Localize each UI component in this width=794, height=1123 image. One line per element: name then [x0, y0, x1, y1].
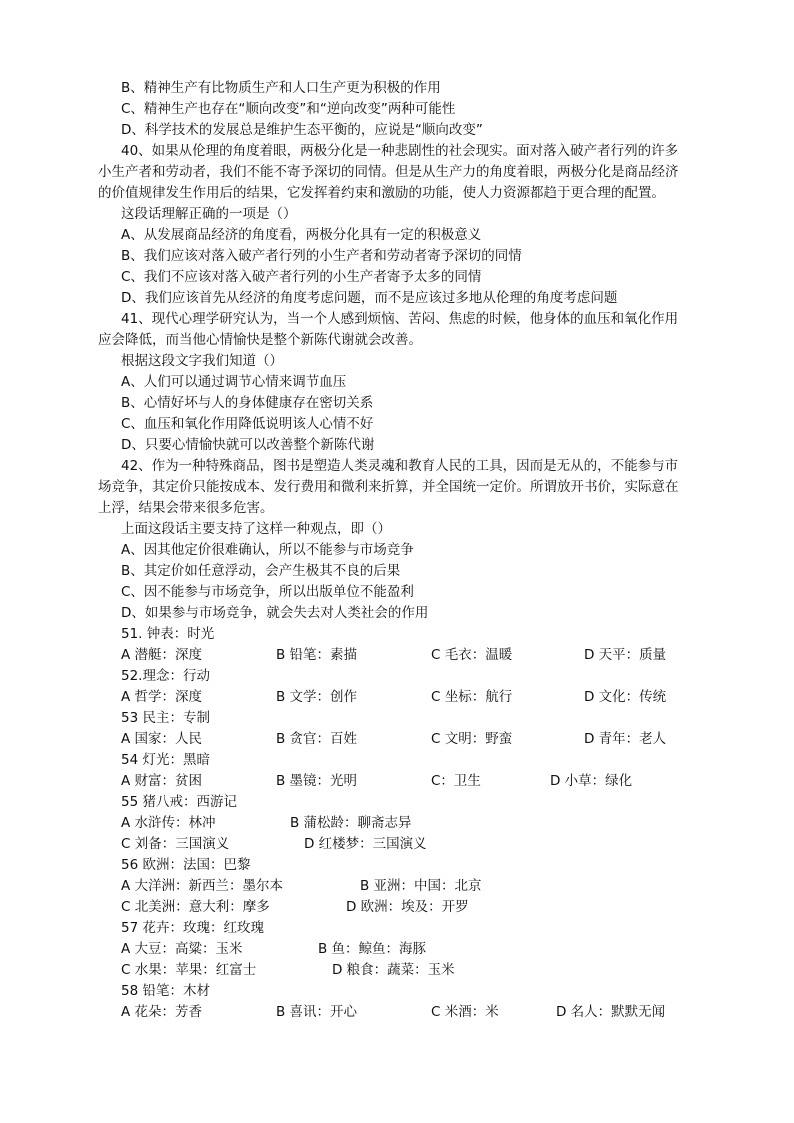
- q40-option-c: C、我们不应该对落入破产者行列的小生产者寄予太多的同情: [121, 269, 482, 285]
- q41-prompt: 根据这段文字我们知道（）: [121, 353, 283, 369]
- q57-stem: 57 花卉：玫瑰：红玫瑰: [121, 920, 264, 936]
- q53-option-a: A 国家：人民: [121, 731, 203, 747]
- q41-option-c: C、血压和氧化作用降低说明该人心情不好: [121, 416, 374, 432]
- q42-stem-line-3: 上浮，结果会带来很多危害。: [98, 500, 274, 516]
- q54-stem: 54 灯光：黑暗: [121, 752, 210, 768]
- q41-option-b: B、心情好坏与人的身体健康存在密切关系: [121, 395, 374, 411]
- q57-option-b: B 鱼：鲸鱼：海豚: [318, 941, 427, 957]
- q58-option-b: B 喜讯：开心: [276, 1004, 358, 1020]
- q57-option-c: C 水果：苹果：红富士: [121, 962, 257, 978]
- q40-option-d: D、我们应该首先从经济的角度考虑问题，而不是应该过多地从伦理的角度考虑问题: [121, 290, 618, 306]
- q53-stem: 53 民主：专制: [121, 710, 210, 726]
- q53-option-d: D 青年：老人: [584, 731, 667, 747]
- q58-option-c: C 米酒：米: [431, 1004, 499, 1020]
- q54-option-a: A 财富：贫困: [121, 773, 203, 789]
- q56-stem: 56 欧洲：法国：巴黎: [121, 857, 251, 873]
- q39-option-c: C、精神生产也存在“顺向改变”和“逆向改变”两种可能性: [121, 101, 456, 117]
- q58-option-a: A 花朵：芳香: [121, 1004, 203, 1020]
- q51-option-a: A 潜艇：深度: [121, 647, 203, 663]
- q42-prompt: 上面这段话主要支持了这样一种观点，即（）: [121, 521, 391, 537]
- q39-option-d: D、科学技术的发展总是维护生态平衡的，应说是“顺向改变”: [121, 122, 483, 138]
- q58-stem: 58 铅笔：木材: [121, 983, 210, 999]
- q40-option-a: A、从发展商品经济的角度看，两极分化具有一定的积极意义: [121, 227, 482, 243]
- q41-option-a: A、人们可以通过调节心情来调节血压: [121, 374, 347, 390]
- q42-option-a: A、因其他定价很难确认，所以不能参与市场竞争: [121, 542, 414, 558]
- q42-option-b: B、其定价如任意浮动，会产生极其不良的后果: [121, 563, 401, 579]
- q51-option-d: D 天平：质量: [584, 647, 667, 663]
- q41-stem-line-2: 应会降低，而当他心情愉快是整个新陈代谢就会改善。: [98, 332, 422, 348]
- q55-option-a: A 水浒传：林冲: [121, 815, 216, 831]
- q56-option-d: D 欧洲：埃及：开罗: [346, 899, 469, 915]
- q42-stem-line-2: 场竞争，其定价只能按成本、发行费用和微利来折算，并全国统一定价。所谓放开书价，实际意在: [98, 479, 679, 495]
- q54-option-d: D 小草：绿化: [550, 773, 633, 789]
- q55-option-d: D 红楼梦：三国演义: [304, 836, 427, 852]
- q56-option-c: C 北美洲：意大利：摩多: [121, 899, 270, 915]
- q40-stem-line-3: 的价值规律发生作用后的结果，它发挥着约束和激励的功能，使人力资源都趋于更合理的配置。: [98, 185, 665, 201]
- q41-option-d: D、只要心情愉快就可以改善整个新陈代谢: [121, 437, 375, 453]
- q56-option-a: A 大洋洲：新西兰：墨尔本: [121, 878, 284, 894]
- q55-option-c: C 刘备：三国演义: [121, 836, 230, 852]
- q52-option-b: B 文学：创作: [276, 689, 358, 705]
- q51-option-b: B 铅笔：素描: [276, 647, 358, 663]
- q42-option-c: C、因不能参与市场竞争，所以出版单位不能盈利: [121, 584, 414, 600]
- q42-stem-line-1: 42、作为一种特殊商品，图书是塑造人类灵魂和教育人民的工具，因而是无从的，不能参与市: [121, 458, 679, 474]
- q39-option-b: B、精神生产有比物质生产和人口生产更为积极的作用: [121, 80, 441, 96]
- q40-prompt: 这段话理解正确的一项是（）: [121, 206, 297, 222]
- q52-option-a: A 哲学：深度: [121, 689, 203, 705]
- q40-stem-line-1: 40、如果从伦理的角度着眼，两极分化是一种悲剧性的社会现实。面对落入破产者行列的许多: [121, 143, 679, 159]
- q40-stem-line-2: 小生产者和劳动者，我们不能不寄予深切的同情。但是从生产力的角度着眼，两极分化是商品经济: [98, 164, 679, 180]
- q40-option-b: B、我们应该对落入破产者行列的小生产者和劳动者寄予深切的同情: [121, 248, 522, 264]
- q52-option-d: D 文化：传统: [584, 689, 667, 705]
- q55-stem: 55 猪八戒：西游记: [121, 794, 237, 810]
- q52-option-c: C 坐标：航行: [431, 689, 513, 705]
- q53-option-c: C 文明：野蛮: [431, 731, 513, 747]
- q52-stem: 52.理念：行动: [121, 668, 210, 684]
- q54-option-c: C：卫生: [431, 773, 481, 789]
- q53-option-b: B 贪官：百姓: [276, 731, 358, 747]
- q56-option-b: B 亚洲：中国：北京: [360, 878, 482, 894]
- q51-option-c: C 毛衣：温暖: [431, 647, 513, 663]
- q51-stem: 51. 钟表：时光: [121, 626, 215, 642]
- q54-option-b: B 墨镜：光明: [276, 773, 358, 789]
- q55-option-b: B 蒲松龄：聊斋志异: [290, 815, 412, 831]
- q57-option-a: A 大豆：高粱：玉米: [121, 941, 243, 957]
- q58-option-d: D 名人：默默无闻: [556, 1004, 666, 1020]
- q42-option-d: D、如果参与市场竞争，就会失去对人类社会的作用: [121, 605, 429, 621]
- q41-stem-line-1: 41、现代心理学研究认为，当一个人感到烦恼、苦闷、焦虑的时候，他身体的血压和氧化作用: [121, 311, 679, 327]
- q57-option-d: D 粮食：蔬菜：玉米: [332, 962, 455, 978]
